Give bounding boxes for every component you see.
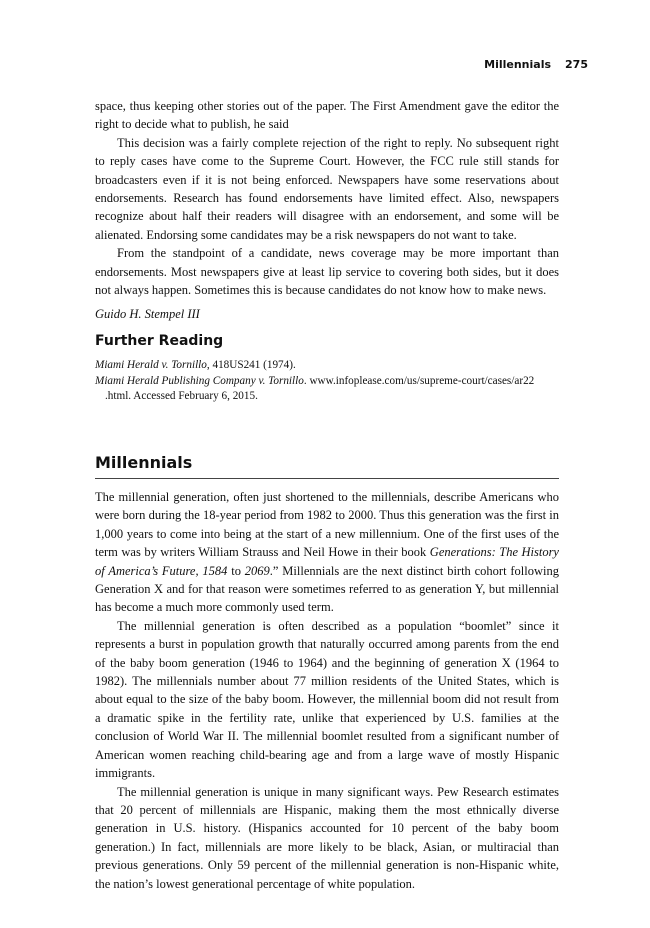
paragraph: The millennial generation is unique in many significant ways. Pew Research estimates that 20 percent of millennials are Hispanic, making them the most ethnically diverse generation in U.S. history. (Hispanics accounted for 10 percent of the baby boom generation.) In fact, millennials are more likely to be black, Asian, or multiracial than previous generations. Only 59 percent of the millennial generation is non-Hispanic white, the nation’s lowest generational percentage of white population. [95, 784, 559, 891]
reference-continuation: .html. Accessed February 6, 2015. [105, 390, 258, 402]
continued-article-text [95, 97, 559, 324]
running-head-title: Millennials [484, 58, 552, 71]
reference-details: . www.infoplease.com/us/supreme-court/cases/ar22 [303, 374, 535, 387]
paragraph: From the standpoint of a candidate, news coverage may be more important than endorsements. Most newspapers give at least lip service to covering both sides, but it does not always happen. Sometimes this is because candidates do not know how to make news. [95, 246, 559, 298]
paragraph: The millennial generation is often described as a population “boomlet” since it represents a burst in population growth that naturally occurred among parents from the end of the baby boom generation (1946 to 1964) and the beginning of generation X (1964 to 1982). The millennials number about 77 million residents of the United States, which is about equal to the size of the baby boom. However, the millennial boom did not result from a dramatic spike in the fertility rate, unlike that experienced by U.S. families at the conclusion of World War II. The millennial boomlet resulted from a significant number of American women reaching child-bearing age and from a large wave of mostly Hispanic immigrants. [95, 618, 559, 781]
paragraph: This decision was a fairly complete rejection of the right to reply. No subsequent right to reply cases have come to the Supreme Court. However, the FCC rule still stands for broadcasters even if it is not being enforced. Newspapers have some reservations about endorsements. Research has found endorsements have limited effect. Also, newspapers recognize about half their readers will disagree with an endorsement, and some will be alienated. Endorsing some candidates may be a risk newspapers do not want to take. [95, 135, 559, 242]
paragraph: space, thus keeping other stories out of the paper. The First Amendment gave the editor the right to decide what to publish, he said [95, 99, 559, 132]
reference-details: , 418US241 (1974). [206, 359, 296, 371]
book-title: Generations: The History of America’s Future, 1584 [95, 545, 559, 578]
page-number: 275 [565, 58, 588, 71]
reference-title: Miami Herald v. Tornillo [95, 359, 207, 371]
author-byline: Guido H. Stempel III [95, 307, 200, 322]
reference-item [95, 374, 565, 390]
reference-title: Miami Herald Publishing Company v. Tornillo [95, 374, 304, 387]
article-heading: Millennials [95, 453, 193, 472]
article-text [95, 488, 559, 893]
running-head [484, 58, 588, 71]
heading-rule [95, 478, 559, 479]
further-reading-heading: Further Reading [95, 333, 224, 349]
further-reading-list [95, 358, 565, 405]
book-title-year: 2069 [244, 563, 270, 578]
paragraph: The millennial generation, often just shortened to the millennials, describe Americans who were born during the 18-year period from 1982 to 2000. Thus this generation was the first in 1,000 years to come into being at the start of a new millennium. One of the first uses of the term was by writers William Strauss and Neil Howe in their book Generations: The History of America’s Future, 1584 to 2069.” Millennials are the next distinct birth cohort following Generation X and for that reason were sometimes referred to as generation Y, but millennial has become a much more commonly used term. [95, 490, 559, 615]
reference-item [95, 358, 565, 374]
